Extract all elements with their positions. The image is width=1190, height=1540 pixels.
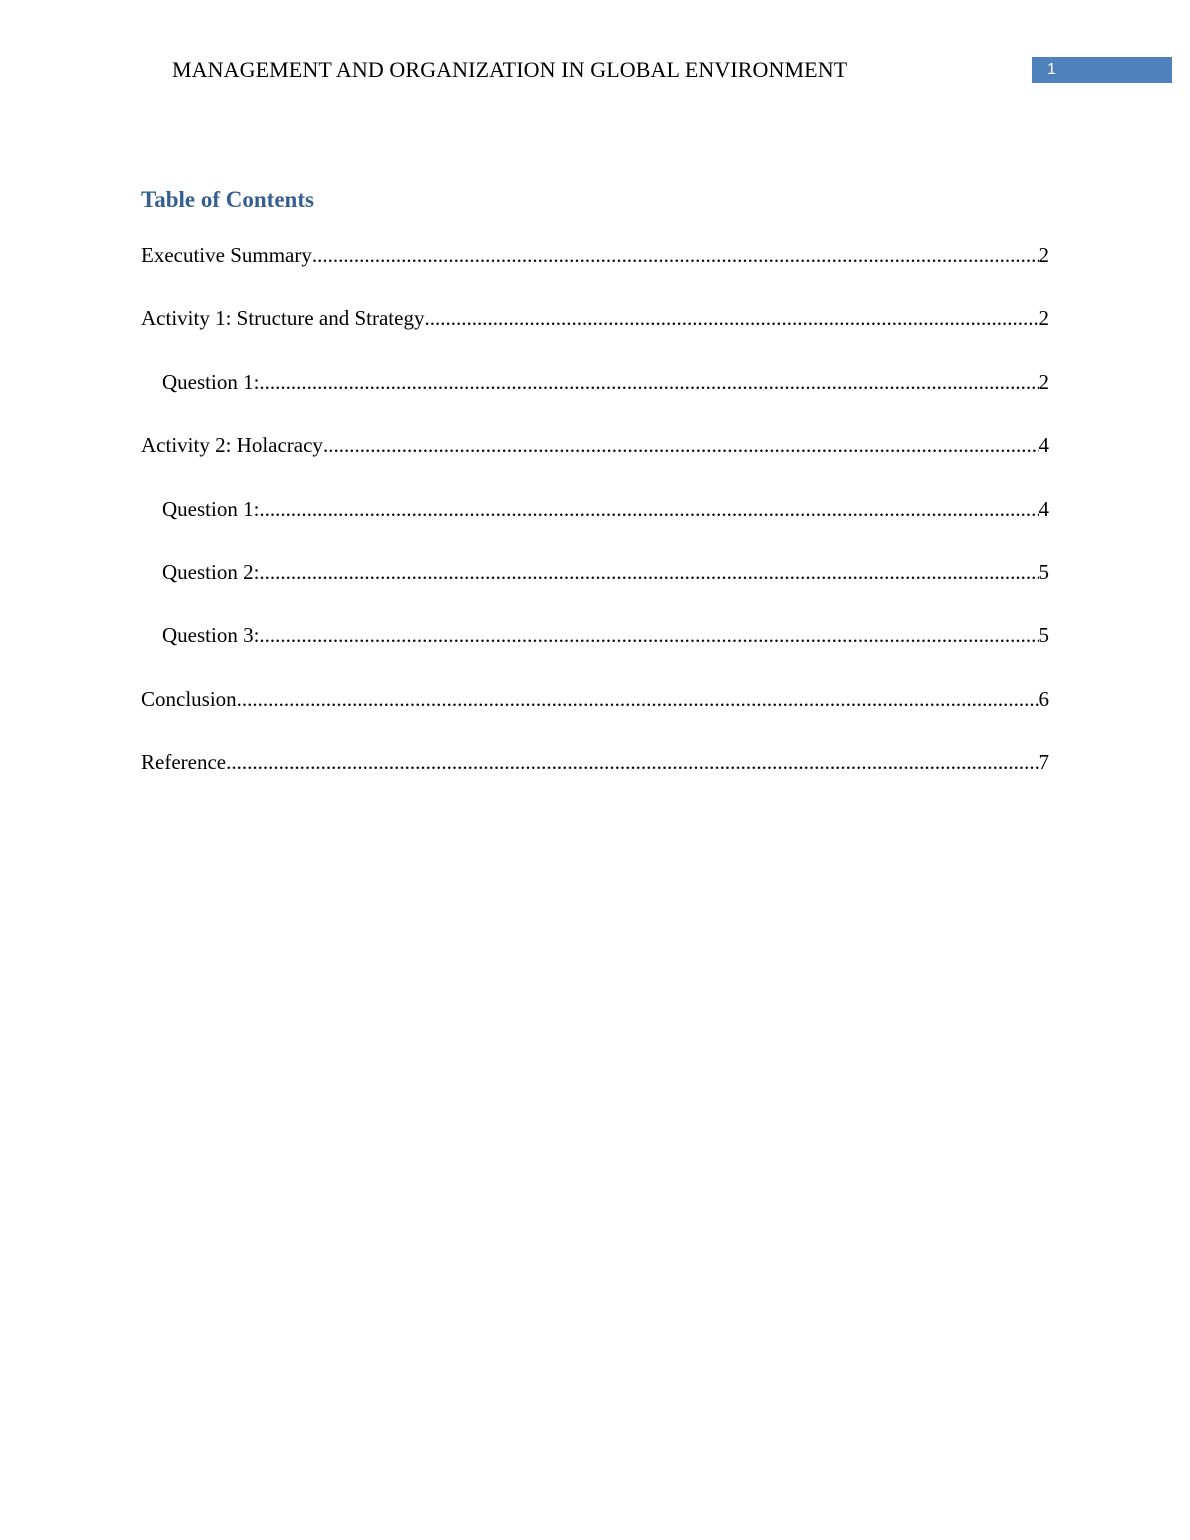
toc-dot-leader	[259, 557, 1038, 587]
toc-entry-activity-1-question-1[interactable]	[141, 367, 1049, 430]
toc-entry-reference[interactable]	[141, 747, 1049, 810]
toc-entry-page: 6	[1038, 686, 1049, 711]
toc-entry-page: 2	[1038, 306, 1049, 331]
toc-list	[141, 240, 1049, 811]
toc-entry-label: Reference	[141, 750, 227, 775]
toc-heading: Table of Contents	[141, 187, 314, 212]
toc-entry-page: 2	[1038, 243, 1049, 267]
toc-entry-page: 2	[1038, 369, 1049, 394]
toc-entry-label: Activity 2: Holacracy	[141, 433, 323, 458]
toc-dot-leader	[226, 747, 1038, 777]
toc-entry-label: Conclusion	[141, 686, 237, 711]
toc-entry-label: Question 1:	[162, 369, 260, 394]
toc-entry-label: Executive Summary	[141, 243, 312, 267]
toc-entry-page: 4	[1038, 496, 1049, 521]
toc-dot-leader	[237, 684, 1039, 714]
toc-dot-leader	[323, 430, 1039, 460]
toc-dot-leader	[424, 303, 1038, 333]
page-number-badge: 1	[1032, 57, 1172, 83]
toc-entry-executive-summary[interactable]	[141, 240, 1049, 303]
toc-entry-activity-2-question-2[interactable]	[141, 557, 1049, 620]
running-header-title: MANAGEMENT AND ORGANIZATION IN GLOBAL ENVIRONMENT	[172, 57, 848, 82]
toc-entry-activity-2-question-3[interactable]	[141, 620, 1049, 683]
toc-entry-page: 7	[1038, 750, 1049, 775]
toc-entry-conclusion[interactable]	[141, 684, 1049, 747]
toc-entry-page: 4	[1038, 433, 1049, 458]
toc-entry-page: 5	[1038, 623, 1049, 648]
toc-dot-leader	[259, 367, 1038, 397]
toc-entry-label: Activity 1: Structure and Strategy	[141, 306, 425, 331]
toc-dot-leader	[312, 240, 1039, 270]
toc-dot-leader	[259, 620, 1038, 650]
toc-entry-activity-1[interactable]	[141, 303, 1049, 366]
toc-entry-label: Question 2:	[162, 559, 260, 584]
toc-entry-label: Question 3:	[162, 623, 260, 648]
toc-dot-leader	[259, 494, 1038, 524]
toc-entry-label: Question 1:	[162, 496, 260, 521]
toc-entry-activity-2-question-1[interactable]	[141, 494, 1049, 557]
toc-entry-page: 5	[1038, 559, 1049, 584]
toc-entry-activity-2[interactable]	[141, 430, 1049, 493]
